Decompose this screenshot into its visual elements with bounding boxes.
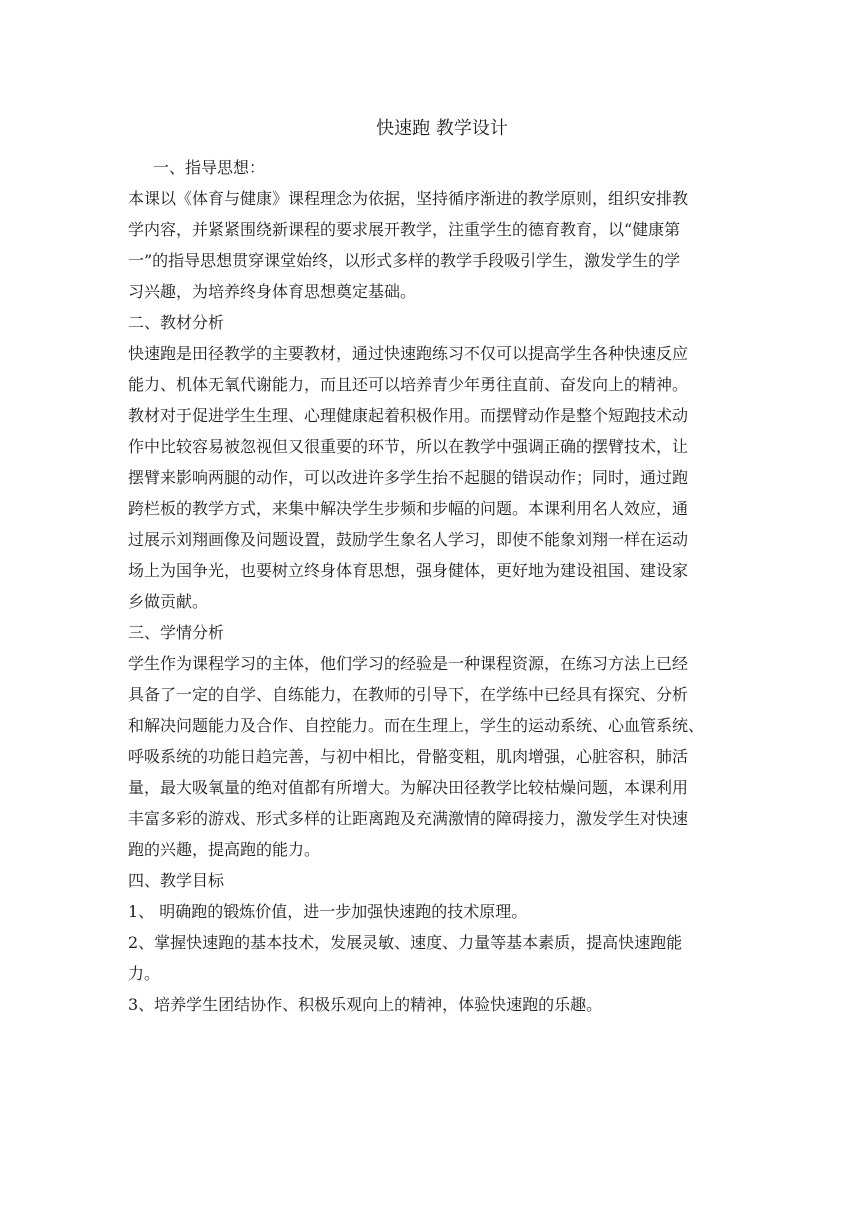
section-heading-student-analysis: 三、学情分析 [128, 623, 225, 642]
section-heading-guiding-thought: 一、指导思想： [153, 158, 266, 177]
paragraph-line: 摆臂来影响两腿的动作，可以改进许多学生抬不起腿的错误动作；同时，通过跑 [128, 468, 689, 487]
document-title: 快速跑 教学设计 [376, 118, 508, 139]
paragraph-line: 过展示刘翔画像及问题设置，鼓励学生象名人学习，即使不能象刘翔一样在运动 [128, 530, 689, 549]
paragraph-line: 快速跑是田径教学的主要教材，通过快速跑练习不仅可以提高学生各种快速反应 [128, 344, 689, 363]
paragraph-line: 具备了一定的自学、自练能力，在教师的引导下，在学练中已经具有探究、分析 [128, 685, 689, 704]
paragraph-line: 能力、机体无氧代谢能力，而且还可以培养青少年勇往直前、奋发向上的精神。 [128, 375, 689, 394]
paragraph-line: 一”的指导思想贯穿课堂始终，以形式多样的教学手段吸引学生，激发学生的学 [128, 251, 681, 270]
list-item: 2、掌握快速跑的基本技术，发展灵敏、速度、力量等基本素质，提高快速跑能 [128, 933, 683, 952]
paragraph-line: 作中比较容易被忽视但又很重要的环节，所以在教学中强调正确的摆臂技术，让 [128, 437, 689, 456]
paragraph-line: 跑的兴趣，提高跑的能力。 [128, 840, 321, 859]
paragraph-line: 学生作为课程学习的主体，他们学习的经验是一种课程资源，在练习方法上已经 [128, 654, 689, 673]
paragraph-line: 乡做贡献。 [128, 592, 209, 611]
paragraph-line: 呼吸系统的功能日趋完善，与初中相比，骨骼变粗，肌肉增强，心脏容积，肺活 [128, 747, 689, 766]
paragraph-line: 教材对于促进学生生理、心理健康起着积极作用。而摆臂动作是整个短跑技术动 [128, 406, 689, 425]
section-heading-material-analysis: 二、教材分析 [128, 313, 225, 332]
paragraph-line: 量，最大吸氧量的绝对值都有所增大。为解决田径教学比较枯燥问题，本课利用 [128, 778, 689, 797]
paragraph-line: 学内容，并紧紧围绕新课程的要求展开教学，注重学生的德育教育，以“健康第 [128, 220, 681, 239]
paragraph-line: 丰富多彩的游戏、形式多样的让距离跑及充满激情的障碍接力，激发学生对快速 [128, 809, 689, 828]
paragraph-line: 习兴趣，为培养终身体育思想奠定基础。 [128, 282, 417, 301]
list-item-continuation: 力。 [128, 964, 161, 983]
section-heading-teaching-goals: 四、教学目标 [128, 871, 225, 890]
list-item: 1、 明确跑的锻炼价值，进一步加强快速跑的技术原理。 [128, 902, 528, 921]
paragraph-line: 本课以《体育与健康》课程理念为依据，坚持循序渐进的教学原则，组织安排教 [128, 189, 689, 208]
document-body [128, 112, 732, 1020]
paragraph-line: 跨栏板的教学方式，来集中解决学生步频和步幅的问题。本课利用名人效应，通 [128, 499, 689, 518]
list-item: 3、培养学生团结协作、积极乐观向上的精神，体验快速跑的乐趣。 [128, 995, 603, 1014]
paragraph-line: 场上为国争光，也要树立终身体育思想，强身健体，更好地为建设祖国、建设家 [128, 561, 689, 580]
paragraph-line: 和解决问题能力及合作、自控能力。而在生理上，学生的运动系统、心血管系统、 [128, 716, 705, 735]
